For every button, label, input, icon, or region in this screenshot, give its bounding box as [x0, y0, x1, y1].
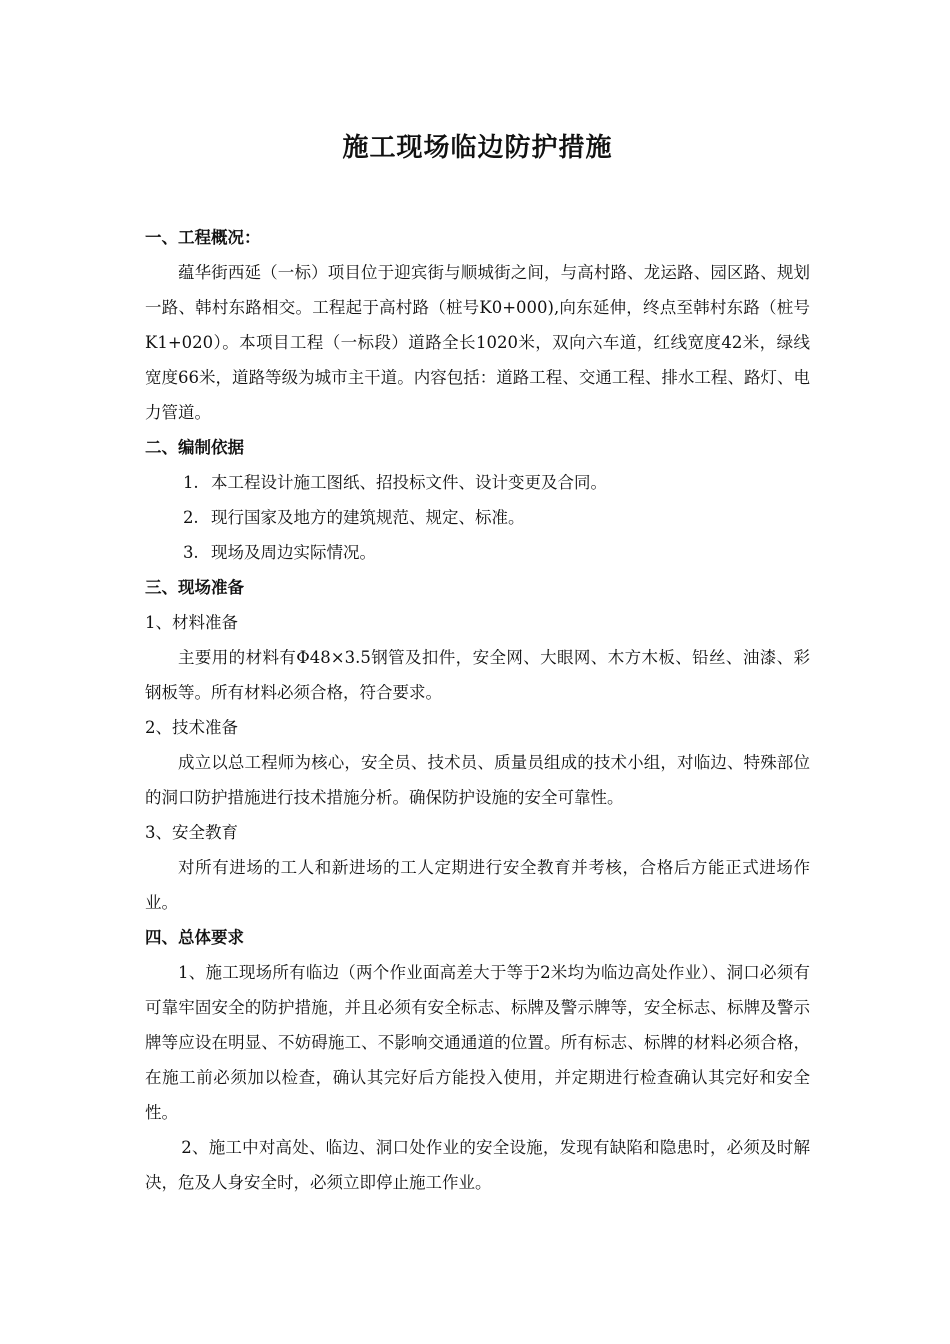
overview-paragraph: 蕴华街西延（一标）项目位于迎宾街与顺城街之间，与高村路、龙运路、园区路、规划一路、韩村东路相交。工程起于高村路（桩号K0+000),向东延伸，终点至韩村东路（桩号K1+020）。本项目工程（一标段）道路全长1020米，双向六车道，红线宽度42米，绿线宽度66米，道路等级为城市主干道。内容包括：道路工程、交通工程、排水工程、路灯、电力管道。 [145, 263, 810, 422]
document-body [145, 220, 810, 1200]
subheading-materials: 1、材料准备 [145, 613, 238, 632]
list-item [145, 535, 810, 570]
technical-paragraph: 成立以总工程师为核心，安全员、技术员、质量员组成的技术小组，对临边、特殊部位的洞口防护措施进行技术措施分析。确保防护设施的安全可靠性。 [145, 753, 810, 807]
section-heading-preparation: 三、现场准备 [145, 578, 244, 597]
materials-paragraph: 主要用的材料有Φ48×3.5钢管及扣件，安全网、大眼网、木方木板、铅丝、油漆、彩钢板等。所有材料必须合格，符合要求。 [145, 648, 810, 702]
requirements-paragraph-1: 1、施工现场所有临边（两个作业面高差大于等于2米均为临边高处作业）、洞口必须有可靠牢固安全的防护措施，并且必须有安全标志、标牌及警示牌等，安全标志、标牌及警示牌等应设在明显、不妨碍施工、不影响交通通道的位置。所有标志、标牌的材料必须合格，在施工前必须加以检查，确认其完好后方能投入使用，并定期进行检查确认其完好和安全性。 [145, 963, 810, 1122]
safety-education-paragraph: 对所有进场的工人和新进场的工人定期进行安全教育并考核，合格后方能正式进场作业。 [145, 858, 810, 912]
section-heading-requirements: 四、总体要求 [145, 928, 244, 947]
list-item [145, 500, 810, 535]
list-item-number: 1. [182, 473, 199, 492]
list-item-text: 现行国家及地方的建筑规范、规定、标准。 [210, 508, 525, 527]
list-item-text: 本工程设计施工图纸、招投标文件、设计变更及合同。 [210, 473, 607, 492]
section-heading-overview: 一、工程概况： [145, 228, 261, 247]
list-item-number: 2. [182, 508, 199, 527]
document-title: 施工现场临边防护措施 [342, 133, 613, 163]
subheading-safety-education: 3、安全教育 [145, 823, 238, 842]
list-item [145, 465, 810, 500]
requirements-paragraph-2: 2、施工中对高处、临边、洞口处作业的安全设施，发现有缺陷和隐患时，必须及时解决，危及人身安全时，必须立即停止施工作业。 [145, 1138, 810, 1192]
list-item-number: 3. [182, 543, 199, 562]
list-item-text: 现场及周边实际情况。 [210, 543, 376, 562]
section-heading-basis: 二、编制依据 [145, 438, 244, 457]
subheading-technical: 2、技术准备 [145, 718, 238, 737]
